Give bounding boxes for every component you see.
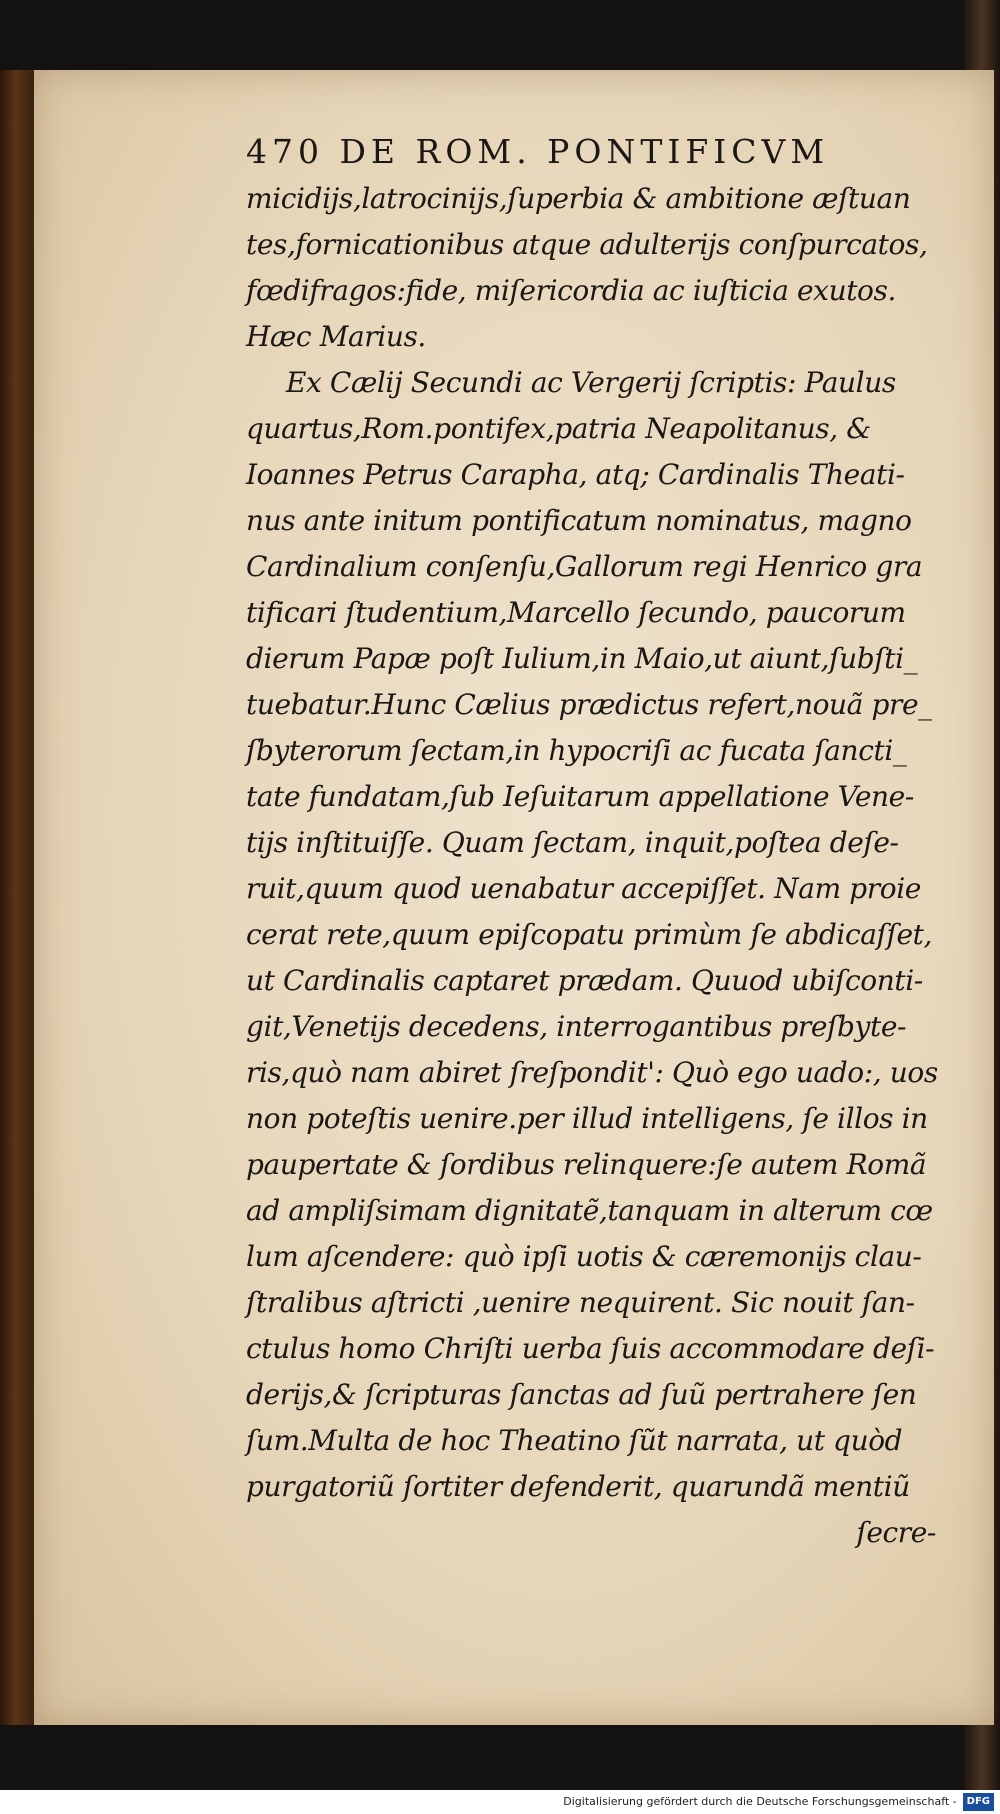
page-text [246,128,956,1556]
text-line: ris,quò nam abiret ſreſpondit': Quò ego uado:, uos [246,1056,938,1089]
text-line: non poteſtis uenire.per illud intelligens, ſe illos in [246,1102,928,1135]
text-line: ut Cardinalis captaret prædam. Quuod ubiſconti- [246,964,923,997]
dfg-logo: DFG [963,1793,994,1811]
text-line: quartus,Rom.pontifex,patria Neapolitanus, & [246,412,871,445]
text-line: ad ampliſsimam dignitatẽ,tanquam in alterum cœ [246,1194,933,1227]
text-line: ctulus homo Chriſti uerba ſuis accommodare deſi- [246,1332,935,1365]
text-line: derijs,& ſcripturas ſanctas ad ſuũ pertrahere ſen [246,1378,917,1411]
text-line: Cardinalium conſenſu,Gallorum regi Henrico gra [246,550,923,583]
text-line: nus ante initum pontificatum nominatus, magno [246,504,912,537]
text-line: Ioannes Petrus Carapha, atq; Cardinalis Theati- [246,458,905,491]
text-line: ruit,quum quod uenabatur accepiſſet. Nam proie [246,872,921,905]
text-line: tes,fornicationibus atque adulterijs conſpurcatos, [246,228,928,261]
text-line: purgatoriũ ſortiter defenderit, quarundã mentiũ [246,1470,910,1503]
text-line: ſum.Multa de hoc Theatino ſũt narrata, ut quòd [246,1424,903,1457]
text-line: ſbyterorum ſectam,in hypocriſi ac fucata ſancti_ [246,734,907,767]
book-cover-left [0,70,34,1725]
text-line: ſtralibus aſtricti ,uenire nequirent. Sic nouit ſan- [246,1286,915,1319]
text-line: cerat rete,quum epiſcopatu primùm ſe abdicaſſet, [246,918,933,951]
running-header: 470 DE ROM. PONTIFICVM [246,132,830,171]
text-line: tificari ſtudentium,Marcello ſecundo, paucorum [246,596,906,629]
text-line: tijs inſtituiſſe. Quam ſectam, inquit,poſtea deſe- [246,826,899,859]
text-line: Hæc Marius. [246,320,426,353]
digitization-credit [0,1790,1000,1814]
text-line: Ex Cælij Secundi ac Vergerij ſcriptis: Paulus [286,366,896,399]
catchword: ſecre- [856,1516,936,1549]
text-line: fœdifragos:fide, miſericordia ac iuſticia exutos. [246,274,896,307]
text-line: paupertate & ſordibus relinquere:ſe autem Romã [246,1148,927,1181]
text-line: dierum Papæ poſt Iulium,in Maio,ut aiunt,ſubſti_ [246,642,918,675]
credit-text: Digitalisierung gefördert durch die Deutsche Forschungsgemeinschaft - [563,1795,957,1808]
text-line: lum aſcendere: quò ipſi uotis & cæremonijs clau- [246,1240,922,1273]
text-line: tuebatur.Hunc Cælius prædictus refert,nouã pre_ [246,688,932,721]
text-line: git,Venetijs decedens, interrogantibus preſbyte- [246,1010,907,1043]
text-line: micidijs,latrocinijs,ſuperbia & ambitione æſtuan [246,182,911,215]
text-line: tate fundatam,ſub Ieſuitarum appellatione Vene- [246,780,914,813]
